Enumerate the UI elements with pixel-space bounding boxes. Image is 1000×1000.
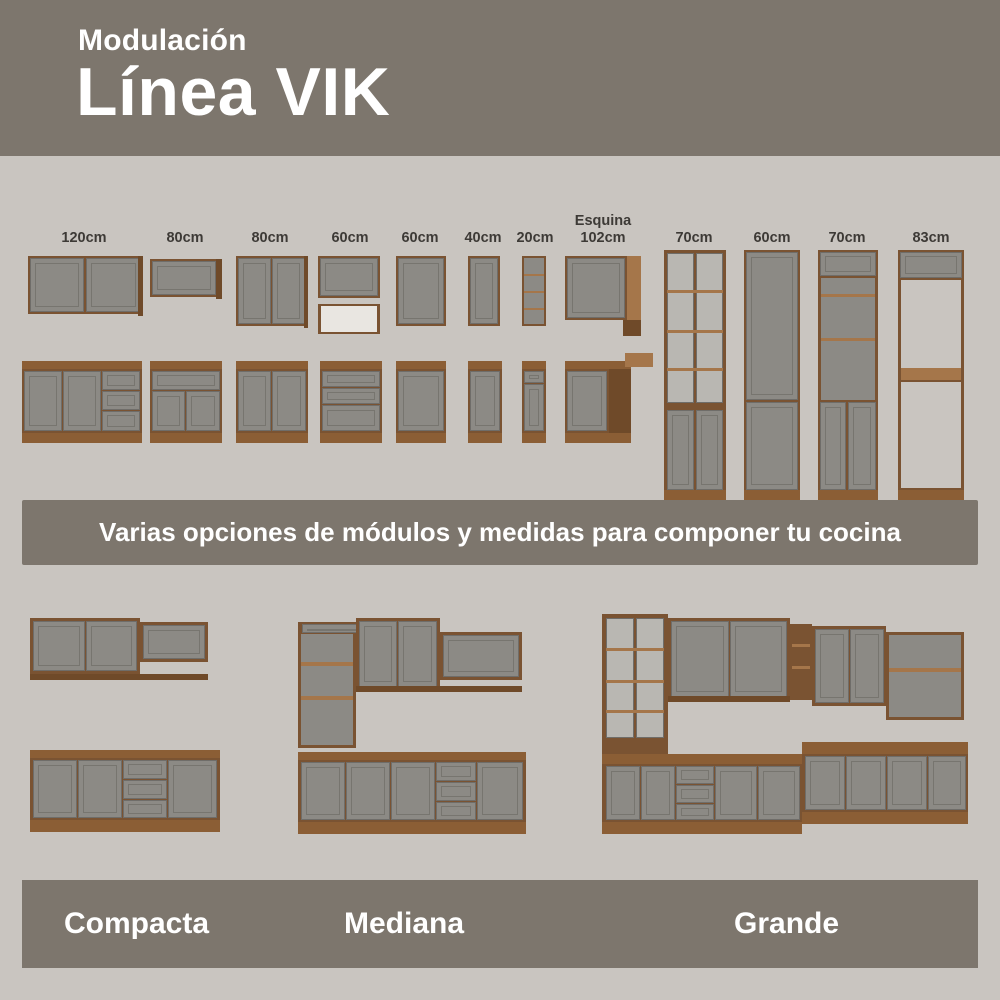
banner-text: Varias opciones de módulos y medidas para componer tu cocina [99, 517, 901, 547]
module-size-4: 60cm [401, 230, 439, 246]
modules-area [0, 156, 1000, 476]
footer-option-mediana: Mediana [344, 907, 465, 940]
wall-unit-120 [28, 256, 143, 316]
module-size-2: 80cm [251, 230, 289, 246]
banner [22, 500, 978, 565]
footer-option-grande: Grande [734, 907, 840, 940]
wall-unit-80-flap [150, 259, 222, 299]
wall-unit-corner-102 [565, 256, 645, 328]
base-unit-corner-102 [565, 361, 653, 441]
base-unit-60-drawers [320, 361, 382, 441]
wall-unit-80 [236, 256, 308, 328]
footer-option-compacta: Compacta [64, 907, 210, 940]
header-title: Línea VIK [76, 54, 391, 130]
header-subtitle: Modulación [78, 24, 247, 57]
tall-unit-70-base [664, 432, 726, 442]
wall-unit-20-open [522, 256, 546, 328]
module-size-1: 80cm [166, 230, 204, 246]
wall-unit-40 [468, 256, 500, 328]
module-size-11: 83cm [912, 230, 950, 246]
module-size-9: 60cm [753, 230, 791, 246]
footer-band [22, 880, 978, 968]
composition-grande [598, 590, 978, 850]
base-unit-40 [468, 361, 502, 441]
tall-unit-60 [744, 250, 800, 500]
composition-compacta [22, 600, 272, 850]
module-size-6: 20cm [516, 230, 554, 246]
base-unit-20 [522, 361, 546, 441]
module-size-7-line2: 102cm [580, 230, 626, 246]
module-size-0: 120cm [61, 230, 107, 246]
tall-unit-70-open [818, 250, 878, 500]
base-unit-80 [236, 361, 308, 441]
base-unit-60 [396, 361, 446, 441]
module-size-8: 70cm [675, 230, 713, 246]
base-unit-120 [22, 361, 142, 441]
wall-unit-60 [396, 256, 446, 328]
module-size-10: 70cm [828, 230, 866, 246]
module-size-3: 60cm [331, 230, 369, 246]
header-band [0, 0, 1000, 156]
composition-mediana [292, 600, 542, 850]
wall-unit-60-shelf [318, 256, 384, 328]
tall-unit-70-glass [664, 250, 726, 500]
tall-unit-83-oven [898, 250, 964, 500]
base-unit-80-drawers [150, 361, 222, 441]
module-size-5: 40cm [464, 230, 502, 246]
module-size-7-line1: Esquina [574, 213, 632, 229]
